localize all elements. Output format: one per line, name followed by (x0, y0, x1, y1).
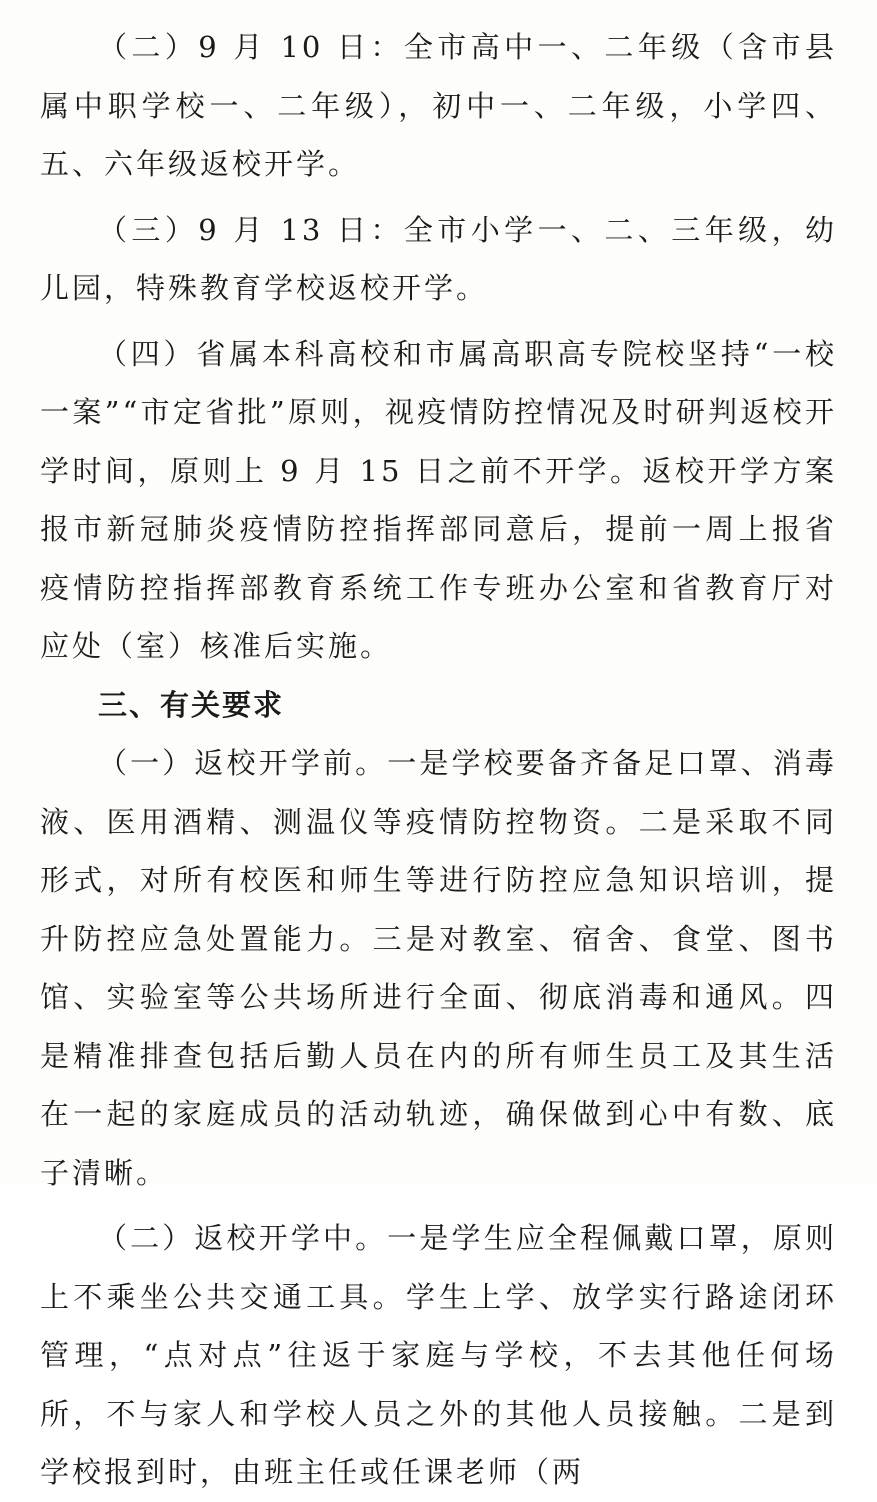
paragraph-universities: （四）省属本科高校和市属高职高专院校坚持“一校一案”“市定省批”原则，视疫情防控情况及时研判返校开学时间，原则上 9 月 15 日之前不开学。返校开学方案报市新冠肺炎疫情防控指挥部同意后，提前一周上报省疫情防控指挥部教育系统工作专班办公室和省教育厅对应处（室）核准后实施。 (40, 336, 837, 663)
paragraph-schedule-sept-13: （三）9 月 13 日：全市小学一、二、三年级，幼儿园，特殊教育学校返校开学。 (40, 212, 837, 305)
section-heading-requirements: 三、有关要求 (98, 687, 285, 722)
paragraph-during-school: （二）返校开学中。一是学生应全程佩戴口罩，原则上不乘坐公共交通工具。学生上学、放学实行路途闭环管理，“点对点”往返于家庭与学校，不去其他任何场所，不与家人和学校人员之外的其他人员接触。二是到学校报到时，由班主任或任课老师（两 (40, 1221, 837, 1489)
paragraph-schedule-sept-10: （二）9 月 10 日：全市高中一、二年级（含市县属中职学校一、二年级），初中一、二年级，小学四、五、六年级返校开学。 (40, 30, 837, 181)
paragraph-before-school: （一）返校开学前。一是学校要备齐备足口罩、消毒液、医用酒精、测温仪等疫情防控物资。二是采取不同形式，对所有校医和师生等进行防控应急知识培训，提升防控应急处置能力。三是对教室、宿舍、食堂、图书馆、实验室等公共场所进行全面、彻底消毒和通风。四是精准排查包括后勤人员在内的所有师生员工及其生活在一起的家庭成员的活动轨迹，确保做到心中有数、底子清晰。 (40, 746, 837, 1190)
